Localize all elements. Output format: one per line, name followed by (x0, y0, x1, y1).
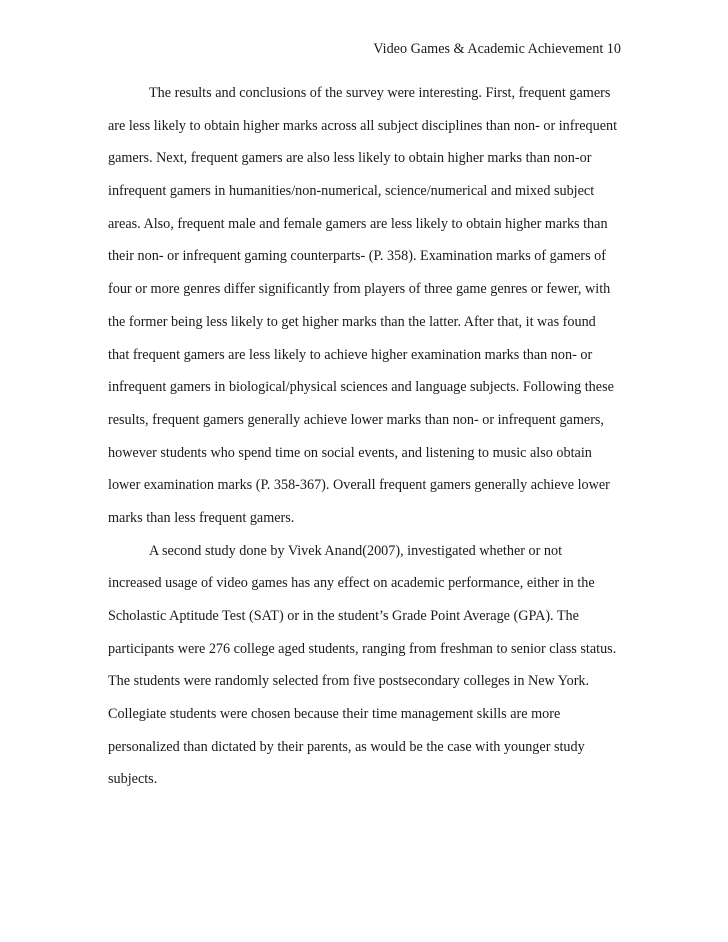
paragraph-line: participants were 276 college aged students, ranging from freshman to senior class status. (108, 640, 617, 657)
paragraph-line: are less likely to obtain higher marks across all subject disciplines than non- or infrequent (108, 117, 618, 134)
paragraph-line: areas. Also, frequent male and female gamers are less likely to obtain higher marks than (108, 215, 608, 232)
paragraph-line: the former being less likely to get higher marks than the latter. After that, it was found (108, 313, 596, 330)
paragraph-line: Collegiate students were chosen because their time management skills are more (108, 706, 561, 723)
paragraph-line: however students who spend time on social events, and listening to music also obtain (108, 444, 592, 461)
paragraph-line: four or more genres differ significantly from players of three game genres or fewer, with (108, 281, 611, 298)
paragraph-2 (108, 542, 628, 804)
paragraph-line: gamers. Next, frequent gamers are also less likely to obtain higher marks than non-or (108, 150, 592, 167)
paragraph-line: personalized than dictated by their parents, as would be the case with younger study (108, 738, 585, 755)
paragraph-line: A second study done by Vivek Anand(2007), investigated whether or not (149, 542, 563, 559)
paragraph-line: Scholastic Aptitude Test (SAT) or in the student’s Grade Point Average (GPA). The (108, 608, 579, 624)
paragraph-line: infrequent gamers in humanities/non-numerical, science/numerical and mixed subject (108, 183, 595, 200)
paragraph-line: The results and conclusions of the survey were interesting. First, frequent gamers (149, 85, 611, 101)
paragraph-line: that frequent gamers are less likely to achieve higher examination marks than non- or (108, 346, 593, 363)
paragraph-line: results, frequent gamers generally achieve lower marks than non- or infrequent gamers, (108, 411, 604, 428)
paragraph-line: their non- or infrequent gaming counterparts- (P. 358). Examination marks of gamers of (108, 248, 607, 265)
paragraph-line: The students were randomly selected from five postsecondary colleges in New York. (108, 673, 590, 690)
paragraph-line: infrequent gamers in biological/physical sciences and language subjects. Following these (108, 379, 614, 396)
paragraph-1 (108, 84, 628, 542)
paragraph-line: marks than less frequent gamers. (108, 509, 295, 526)
running-head: Video Games & Academic Achievement 10 (373, 41, 621, 57)
paragraph-line: subjects. (108, 771, 158, 788)
paragraph-line: increased usage of video games has any effect on academic performance, either in the (108, 575, 595, 592)
paragraph-line: lower examination marks (P. 358-367). Overall frequent gamers generally achieve lower (108, 477, 610, 494)
body-text (108, 84, 628, 803)
